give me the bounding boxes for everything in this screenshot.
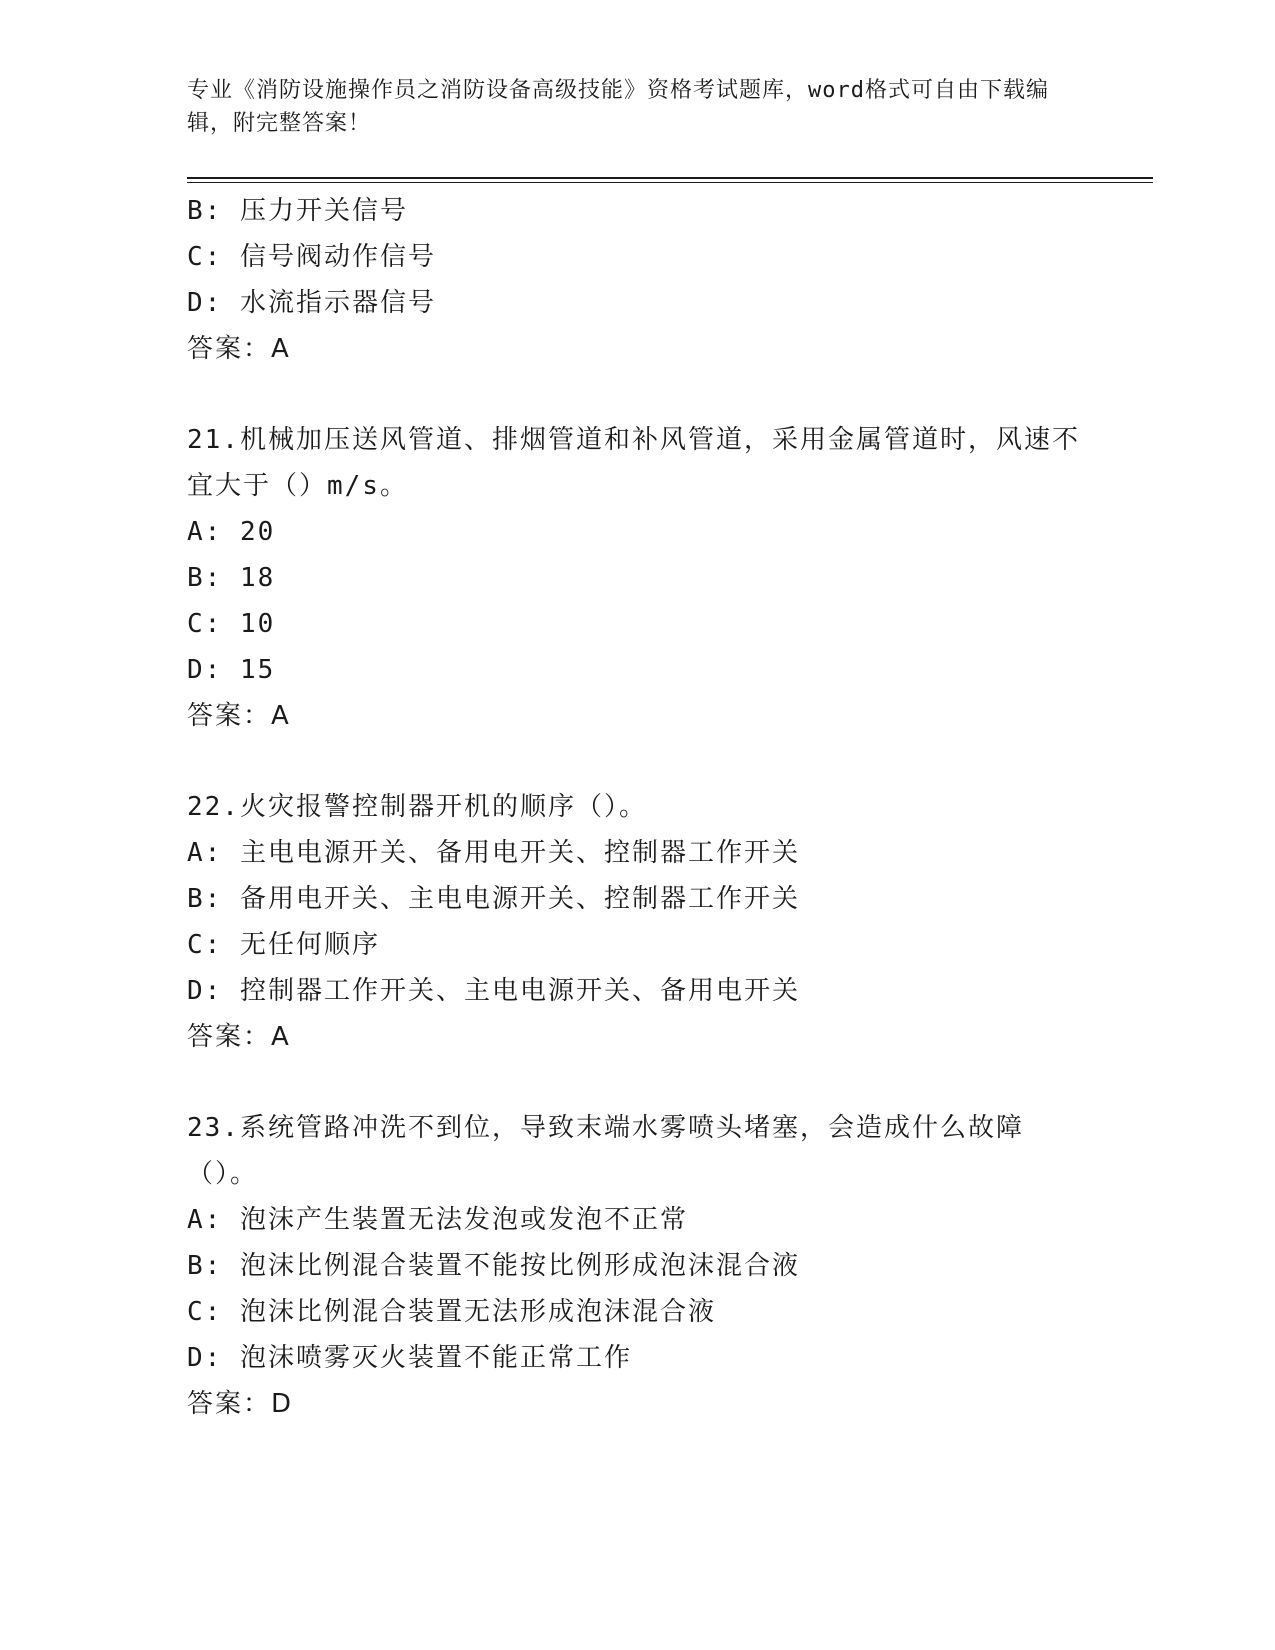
answer-line: 答案：A xyxy=(187,1022,291,1052)
question-block-23 xyxy=(187,1105,1087,1427)
option-a: A: 泡沫产生装置无法发泡或发泡不正常 xyxy=(187,1205,688,1235)
option-a: A: 20 xyxy=(187,517,276,547)
header-divider-thick xyxy=(187,177,1153,179)
option-d: D: 水流指示器信号 xyxy=(187,288,436,318)
answer-line: 答案：A xyxy=(187,334,291,364)
header-text: 专业《消防设施操作员之消防设备高级技能》资格考试题库，word格式可自由下载编辑，附完整答案！ xyxy=(187,78,1049,136)
question-stem: 23.系统管路冲洗不到位，导致末端水雾喷头堵塞，会造成什么故障（）。 xyxy=(187,1113,1024,1189)
option-c: C: 信号阀动作信号 xyxy=(187,242,436,272)
option-d: D: 控制器工作开关、主电电源开关、备用电开关 xyxy=(187,976,800,1006)
question-stem: 21.机械加压送风管道、排烟管道和补风管道，采用金属管道时，风速不宜大于（）m/s。 xyxy=(187,425,1080,501)
option-b: B: 18 xyxy=(187,563,276,593)
option-b: B: 备用电开关、主电电源开关、控制器工作开关 xyxy=(187,884,800,914)
spacer xyxy=(187,372,1087,417)
header-divider-thin xyxy=(187,182,1153,183)
answer-line: 答案：D xyxy=(187,1389,294,1419)
document-header xyxy=(187,74,1087,140)
spacer xyxy=(187,1060,1087,1105)
answer-line: 答案：A xyxy=(187,701,291,731)
question-list xyxy=(187,188,1087,1427)
option-c: C: 无任何顺序 xyxy=(187,930,380,960)
option-c: C: 10 xyxy=(187,609,276,639)
question-block-22 xyxy=(187,784,1087,1060)
option-b: B: 泡沫比例混合装置不能按比例形成泡沫混合液 xyxy=(187,1251,800,1281)
option-a: A: 主电电源开关、备用电开关、控制器工作开关 xyxy=(187,838,800,868)
option-d: D: 15 xyxy=(187,655,276,685)
option-b: B: 压力开关信号 xyxy=(187,196,408,226)
question-block-21 xyxy=(187,417,1087,739)
question-stem: 22.火灾报警控制器开机的顺序（）。 xyxy=(187,792,647,822)
option-d: D: 泡沫喷雾灭火装置不能正常工作 xyxy=(187,1343,632,1373)
spacer xyxy=(187,739,1087,784)
question-block-20 xyxy=(187,188,1087,372)
option-c: C: 泡沫比例混合装置无法形成泡沫混合液 xyxy=(187,1297,716,1327)
